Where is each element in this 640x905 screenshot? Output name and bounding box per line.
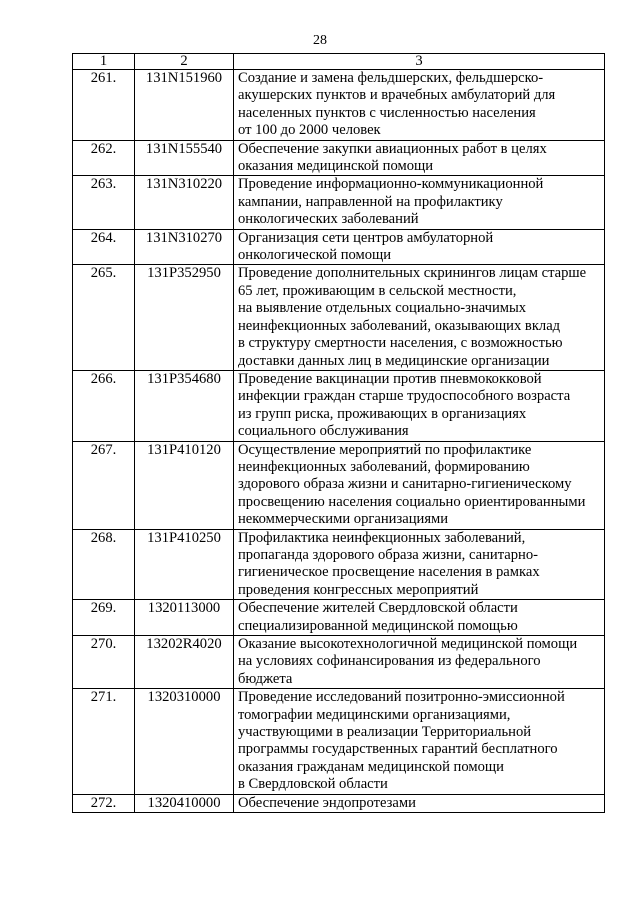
description-line: кампании, направленной на профилактику	[238, 193, 503, 210]
table-row	[73, 229, 605, 265]
table-row	[73, 140, 605, 176]
article-description	[234, 176, 605, 229]
row-number: 268.	[73, 529, 135, 600]
description-line: программы государственных гарантий бесплатного	[238, 741, 558, 758]
description-line: пропаганда здорового образа жизни, санитарно-	[238, 546, 538, 563]
description-line: Обеспечение закупки авиационных работ в целях	[238, 140, 547, 157]
description-line: специализированной медицинской помощью	[238, 617, 518, 634]
description-line: онкологических заболеваний	[238, 211, 419, 228]
column-header-2: 2	[135, 54, 234, 70]
description-line: участвующими в реализации Территориальной	[238, 724, 532, 741]
table-row	[73, 689, 605, 794]
table-row	[73, 441, 605, 529]
row-number: 262.	[73, 140, 135, 176]
description-line: оказания медицинской помощи	[238, 158, 434, 175]
table-row	[73, 176, 605, 229]
target-article-code: 1320113000	[135, 600, 234, 636]
table-row	[73, 370, 605, 441]
description-line: неинфекционных заболеваний, оказывающих вклад	[238, 317, 561, 334]
description-line: некоммерческими организациями	[238, 511, 449, 528]
row-number: 261.	[73, 70, 135, 141]
article-description	[234, 265, 605, 370]
article-description	[234, 370, 605, 441]
target-article-code: 131N155540	[135, 140, 234, 176]
target-article-code: 131N151960	[135, 70, 234, 141]
row-number: 272.	[73, 794, 135, 812]
description-line: просвещению населения социально ориентированными	[238, 493, 586, 510]
target-article-code: 131P410250	[135, 529, 234, 600]
target-article-code: 131P410120	[135, 441, 234, 529]
description-line: онкологической помощи	[238, 247, 392, 264]
row-number: 270.	[73, 636, 135, 689]
target-article-code: 13202R4020	[135, 636, 234, 689]
article-description	[234, 529, 605, 600]
description-line: акушерских пунктов и врачебных амбулаторий для	[238, 87, 556, 104]
row-number: 267.	[73, 441, 135, 529]
row-number: 269.	[73, 600, 135, 636]
row-number: 265.	[73, 265, 135, 370]
description-line: в структуру смертности населения, с возможностью	[238, 335, 563, 352]
description-line: Профилактика неинфекционных заболеваний,	[238, 529, 526, 546]
table-row	[73, 70, 605, 141]
article-description	[234, 600, 605, 636]
table-row	[73, 636, 605, 689]
description-line: проведения конгрессных мероприятий	[238, 581, 479, 598]
description-line: социального обслуживания	[238, 423, 409, 440]
article-description	[234, 689, 605, 794]
row-number: 266.	[73, 370, 135, 441]
table-header-row	[73, 54, 605, 70]
column-header-1: 1	[73, 54, 135, 70]
table-row	[73, 600, 605, 636]
description-line: Создание и замена фельдшерских, фельдшерско-	[238, 70, 544, 86]
description-line: неинфекционных заболеваний, формированию	[238, 458, 530, 475]
description-line: на выявление отдельных социально-значимых	[238, 300, 527, 317]
table-row	[73, 794, 605, 812]
row-number: 263.	[73, 176, 135, 229]
target-article-code: 131N310220	[135, 176, 234, 229]
article-description	[234, 229, 605, 265]
description-line: Проведение вакцинации против пневмококковой	[238, 370, 542, 387]
description-line: 65 лет, проживающим в сельской местности,	[238, 282, 517, 299]
description-line: доставки данных лиц в медицинские организации	[238, 352, 550, 369]
target-article-code: 131P352950	[135, 265, 234, 370]
description-line: здорового образа жизни и санитарно-гигиеническому	[238, 476, 572, 493]
table-row	[73, 529, 605, 600]
article-description	[234, 636, 605, 689]
description-line: населенных пунктов с численностью населения	[238, 104, 536, 121]
article-description	[234, 441, 605, 529]
description-line: Осуществление мероприятий по профилактике	[238, 441, 532, 458]
description-line: гигиеническое просвещение населения в рамках	[238, 564, 540, 581]
description-line: оказания гражданам медицинской помощи	[238, 758, 504, 775]
article-description	[234, 70, 605, 141]
description-line: Проведение исследований позитронно-эмиссионной	[238, 689, 565, 706]
target-article-code: 131P354680	[135, 370, 234, 441]
description-line: в Свердловской области	[238, 776, 388, 793]
article-description	[234, 140, 605, 176]
table-body	[73, 70, 605, 813]
budget-codes-table	[72, 53, 605, 813]
description-line: Организация сети центров амбулаторной	[238, 229, 494, 246]
row-number: 264.	[73, 229, 135, 265]
target-article-code: 1320410000	[135, 794, 234, 812]
column-header-3: 3	[234, 54, 605, 70]
description-line: бюджета	[238, 670, 293, 687]
description-line: Обеспечение жителей Свердловской области	[238, 600, 518, 617]
description-line: инфекции граждан старше трудоспособного возраста	[238, 388, 571, 405]
row-number: 271.	[73, 689, 135, 794]
table-row	[73, 265, 605, 370]
target-article-code: 1320310000	[135, 689, 234, 794]
description-line: на условиях софинансирования из федерального	[238, 653, 541, 670]
article-description	[234, 794, 605, 812]
page-number: 28	[313, 33, 327, 48]
description-line: от 100 до 2000 человек	[238, 122, 381, 139]
description-line: Проведение информационно-коммуникационной	[238, 176, 544, 193]
description-line: Обеспечение эндопротезами	[238, 794, 416, 811]
description-line: Проведение дополнительных скринингов лицам старше	[238, 265, 587, 282]
description-line: из групп риска, проживающих в организациях	[238, 405, 527, 422]
description-line: томографии медицинскими организациями,	[238, 706, 511, 723]
description-line: Оказание высокотехнологичной медицинской помощи	[238, 636, 578, 652]
target-article-code: 131N310270	[135, 229, 234, 265]
